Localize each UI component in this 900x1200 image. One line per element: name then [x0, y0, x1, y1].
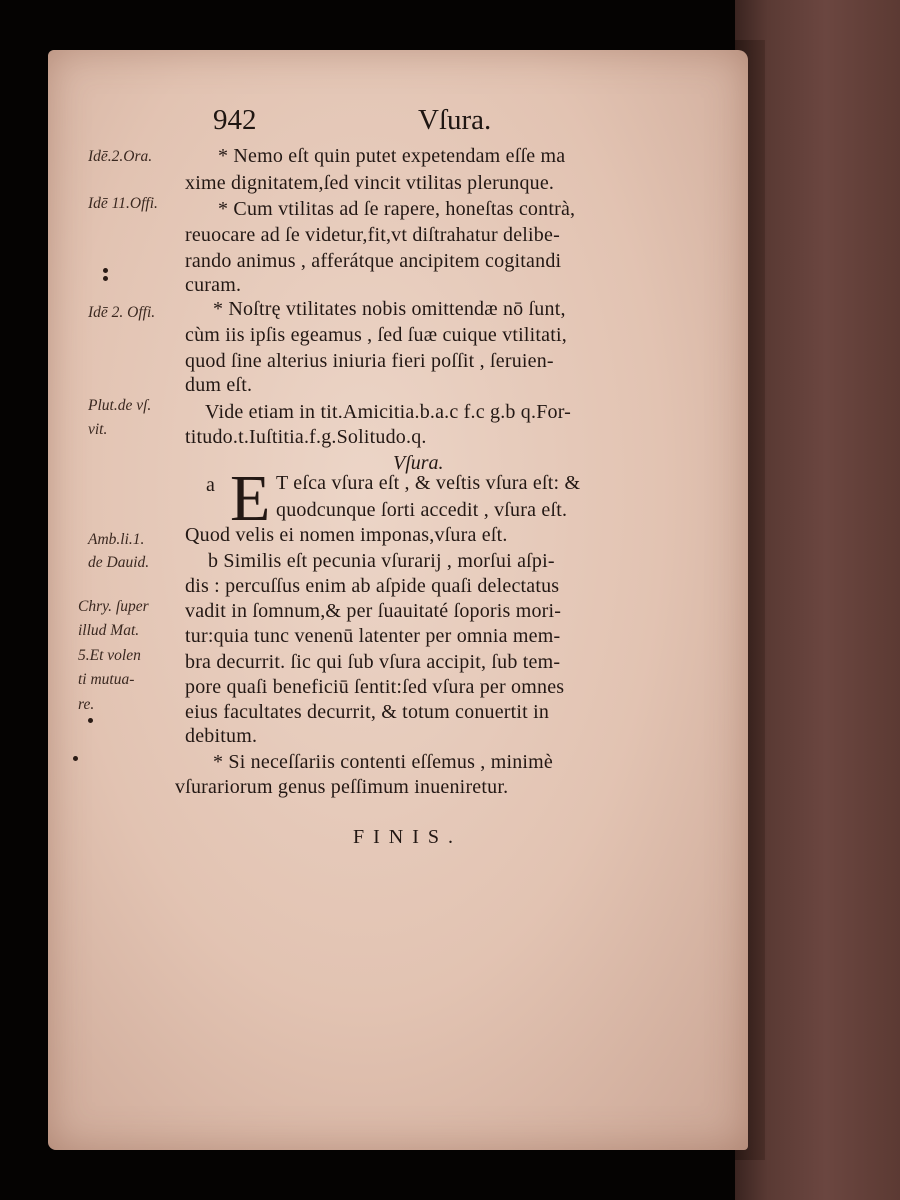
text-line: * Nemo eſt quin putet expetendam eſſe ma [218, 145, 566, 167]
finis: FINIS. [353, 826, 463, 848]
section-title: Vſura. [393, 452, 444, 474]
margin-note: illud Mat. [78, 622, 140, 639]
running-head: Vſura. [418, 104, 492, 136]
text-line: b Similis eſt pecunia vſurarij , morſui aſpi- [208, 550, 555, 572]
text-line: * Noſtrę vtilitates nobis omittendæ nō ſunt, [213, 298, 566, 320]
page-number: 942 [213, 104, 257, 136]
text-line: dis : percuſſus enim ab aſpide quaſi delectatus [185, 575, 560, 597]
margin-note: Idē 11.Offi. [88, 195, 158, 212]
margin-note: Idē.2.Ora. [88, 148, 153, 165]
text-line: * Si neceſſariis contenti eſſemus , minimè [213, 751, 553, 773]
text-line: Vide etiam in tit.Amicitia.b.a.c f.c g.b q.For- [205, 401, 572, 423]
text-line: * Cum vtilitas ad ſe rapere, honeſtas contrà, [218, 198, 576, 220]
margin-note: Amb.li.1. [88, 531, 145, 548]
margin-note: Chry. ſuper [78, 598, 149, 615]
text-line: pore quaſi beneficiū ſentit:ſed vſura per omnes [185, 676, 565, 698]
text-line: vadit in ſomnum,& per ſuauitaté ſoporis mori- [185, 600, 562, 622]
page-header [48, 104, 748, 144]
margin-note: Plut.de vſ. [88, 397, 152, 414]
margin-note: de Dauid. [88, 554, 150, 571]
text-line: eius facultates decurrit, & totum conuertit in [185, 701, 550, 723]
ink-mark [73, 756, 78, 761]
text-line: titudo.t.Iuſtitia.f.g.Solitudo.q. [185, 426, 427, 448]
paragraph-marker: a [206, 474, 216, 496]
text-line: curam. [185, 274, 242, 296]
margin-note: Idē 2. Offi. [88, 304, 156, 321]
text-line: rando animus , afferátque ancipitem cogitandi [185, 250, 562, 272]
text-line: bra decurrit. ſic qui ſub vſura accipit, ſub tem- [185, 651, 561, 673]
text-line: reuocare ad ſe videtur,fit,vt diſtrahatur delibe- [185, 224, 560, 246]
text-line: cùm iis ipſis egeamus , ſed ſuæ cuique vtilitati, [185, 324, 567, 346]
margin-note: 5.Et volen [78, 647, 141, 664]
text-line: quod ſine alterius iniuria fieri poſſit , ſeruien- [185, 350, 554, 372]
text-line: Quod velis ei nomen imponas,vſura eſt. [185, 524, 508, 546]
text-line: debitum. [185, 725, 258, 747]
margin-note: ti mutua- [78, 671, 135, 688]
margin-note: re. [78, 696, 95, 713]
text-line: quodcunque ſorti accedit , vſura eſt. [276, 499, 568, 521]
ink-mark [103, 276, 108, 281]
drop-cap: E [230, 462, 271, 535]
ink-mark [88, 718, 93, 723]
ink-mark [103, 268, 108, 273]
text-line: tur:quia tunc venenū latenter per omnia mem- [185, 625, 561, 647]
text-line: xime dignitatem,ſed vincit vtilitas plerunque. [185, 172, 555, 194]
text-line: T eſca vſura eſt , & veſtis vſura eſt: & [276, 472, 581, 494]
text-line: dum eſt. [185, 374, 253, 396]
margin-note: vit. [88, 421, 108, 438]
text-line: vſurariorum genus peſſimum inueniretur. [175, 776, 509, 798]
book-page [48, 50, 748, 1150]
